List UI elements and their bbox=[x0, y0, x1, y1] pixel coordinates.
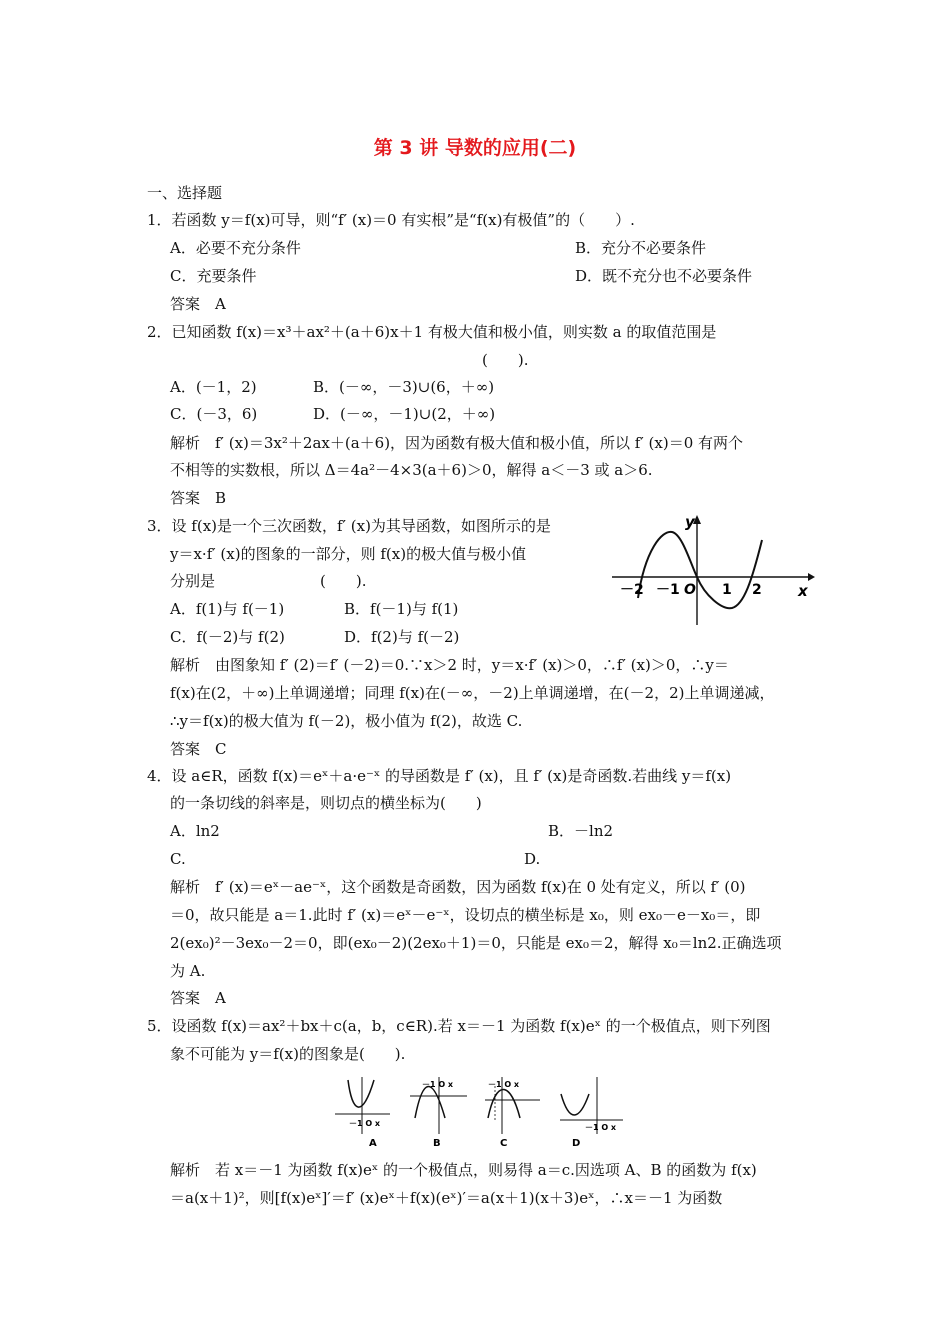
y-axis-label: y bbox=[685, 513, 695, 531]
q5-graph-c-label: C bbox=[500, 1138, 508, 1149]
q1-option-c: C．充要条件 bbox=[170, 267, 257, 285]
q3-stem-line3: 分别是 ( ). bbox=[170, 572, 367, 590]
q1-option-d: D．既不充分也不必要条件 bbox=[575, 267, 753, 285]
q2-option-a: A．(－1，2) bbox=[170, 378, 257, 396]
tick-1: 1 bbox=[722, 582, 732, 598]
q3-stem-line2: y＝x·f′ (x)的图象的一部分，则 f(x)的极大值与极小值 bbox=[170, 545, 527, 563]
q2-option-b: B．(－∞，－3)∪(6，＋∞) bbox=[313, 378, 495, 396]
q1-answer: 答案 A bbox=[170, 295, 226, 313]
tick-origin: O bbox=[684, 582, 696, 598]
q3-stem-line1: 3．设 f(x)是一个三次函数，f′ (x)为其导函数，如图所示的是 bbox=[147, 517, 551, 535]
q5-graph-c-ticks: －1 O x bbox=[488, 1080, 520, 1089]
q4-option-d: D. bbox=[524, 850, 541, 868]
q1-option-b: B．充分不必要条件 bbox=[575, 239, 707, 257]
q4-analysis-line1: 解析 f′ (x)＝eˣ－ae⁻ˣ，这个函数是奇函数，因为函数 f(x)在 0 处有定义，所以 f′ (0) bbox=[170, 878, 746, 896]
q5-graph-d-label: D bbox=[572, 1138, 581, 1149]
q2-paren: ( ). bbox=[482, 351, 529, 369]
q2-stem: 2．已知函数 f(x)＝x³＋ax²＋(a＋6)x＋1 有极大值和极小值，则实数 a 的取值范围是 bbox=[147, 323, 717, 341]
q3-option-d: D．f(2)与 f(－2) bbox=[344, 628, 460, 646]
q4-stem-line2: 的一条切线的斜率是，则切点的横坐标为( ) bbox=[170, 794, 482, 812]
q2-answer: 答案 B bbox=[170, 489, 227, 507]
q4-option-a: A．ln2 bbox=[170, 822, 220, 840]
x-axis-label: x bbox=[798, 582, 808, 600]
q5-analysis-line2: ＝a(x＋1)²，则[f(x)eˣ]′＝f′ (x)eˣ＋f(x)(eˣ)′＝a(x＋1)(x＋3)eˣ，∴x＝－1 为函数 bbox=[170, 1189, 723, 1207]
q1-stem: 1．若函数 y＝f(x)可导，则“f′ (x)＝0 有实根”是“f(x)有极值”的（ ）. bbox=[147, 211, 635, 229]
q5-graph-a-label: A bbox=[369, 1138, 377, 1149]
q4-option-b: B．－ln2 bbox=[548, 822, 614, 840]
q4-option-c: C. bbox=[170, 850, 186, 868]
q4-stem-line1: 4．设 a∈R，函数 f(x)＝eˣ＋a·e⁻ˣ 的导函数是 f′ (x)，且 f′ (x)是奇函数.若曲线 y＝f(x) bbox=[147, 767, 732, 785]
q3-analysis-line2: f(x)在(2，＋∞)上单调递增；同理 f(x)在(－∞，－2)上单调递增，在(－2，2)上单调递减， bbox=[170, 684, 775, 702]
q3-analysis-line3: ∴y＝f(x)的极大值为 f(－2)，极小值为 f(2)，故选 C. bbox=[170, 712, 523, 730]
q3-graph bbox=[612, 510, 817, 628]
q3-analysis-line1: 解析 由图象知 f′ (2)＝f′ (－2)＝0.∵x＞2 时，y＝x·f′ (x)＞0，∴f′ (x)＞0，∴y＝ bbox=[170, 656, 729, 674]
q5-graph-b bbox=[410, 1077, 467, 1149]
q5-graphs bbox=[330, 1072, 630, 1152]
tick-2: 2 bbox=[752, 582, 762, 598]
q5-graph-b-label: B bbox=[433, 1138, 441, 1149]
page-title: 第 3 讲 导数的应用(二) bbox=[373, 137, 577, 159]
q4-answer: 答案 A bbox=[170, 989, 226, 1007]
q5-graph-d bbox=[560, 1077, 623, 1149]
q5-graph-a bbox=[335, 1077, 390, 1149]
q3-answer: 答案 C bbox=[170, 740, 227, 758]
q4-analysis-line4: 为 A. bbox=[170, 962, 206, 980]
q2-option-c: C．(－3，6) bbox=[170, 405, 258, 423]
q3-option-c: C．f(－2)与 f(2) bbox=[170, 628, 285, 646]
q5-graph-b-ticks: －1 O x bbox=[422, 1080, 454, 1089]
x-axis-arrow bbox=[808, 573, 815, 581]
q2-analysis-line1: 解析 f′ (x)＝3x²＋2ax＋(a＋6)，因为函数有极大值和极小值，所以 f′ (x)＝0 有两个 bbox=[170, 434, 744, 452]
q5-analysis-line1: 解析 若 x＝－1 为函数 f(x)eˣ 的一个极值点，则易得 a＝c.因选项 A、B 的函数为 f(x) bbox=[170, 1161, 757, 1179]
q4-analysis-line2: ＝0，故只能是 a＝1.此时 f′ (x)＝eˣ－e⁻ˣ，设切点的横坐标是 x₀，则 ex₀－e－x₀＝，即 bbox=[170, 906, 761, 924]
q1-option-a: A．必要不充分条件 bbox=[170, 239, 301, 257]
q2-option-d: D．(－∞，－1)∪(2，＋∞) bbox=[313, 405, 496, 423]
q5-graph-c bbox=[485, 1077, 540, 1149]
tick-neg1: －1 bbox=[656, 582, 680, 598]
q5-graph-a-ticks: －1 O x bbox=[349, 1119, 381, 1128]
tick-neg2: －2 bbox=[620, 582, 644, 598]
q3-option-a: A．f(1)与 f(－1) bbox=[170, 600, 285, 618]
q5-stem-line2: 象不可能为 y＝f(x)的图象是( ). bbox=[170, 1045, 406, 1063]
q3-option-b: B．f(－1)与 f(1) bbox=[344, 600, 459, 618]
q5-stem-line1: 5．设函数 f(x)＝ax²＋bx＋c(a，b，c∈R).若 x＝－1 为函数 f(x)eˣ 的一个极值点，则下列图 bbox=[147, 1017, 771, 1035]
section-heading: 一、选择题 bbox=[147, 184, 223, 202]
q4-analysis-line3: 2(ex₀)²－3ex₀－2＝0，即(ex₀－2)(2ex₀＋1)＝0，只能是 ex₀＝2，解得 x₀＝ln2.正确选项 bbox=[170, 934, 782, 952]
q2-analysis-line2: 不相等的实数根，所以 Δ＝4a²－4×3(a＋6)＞0，解得 a＜－3 或 a＞6. bbox=[170, 461, 653, 479]
q5-graph-d-ticks: －1 O x bbox=[585, 1123, 617, 1132]
